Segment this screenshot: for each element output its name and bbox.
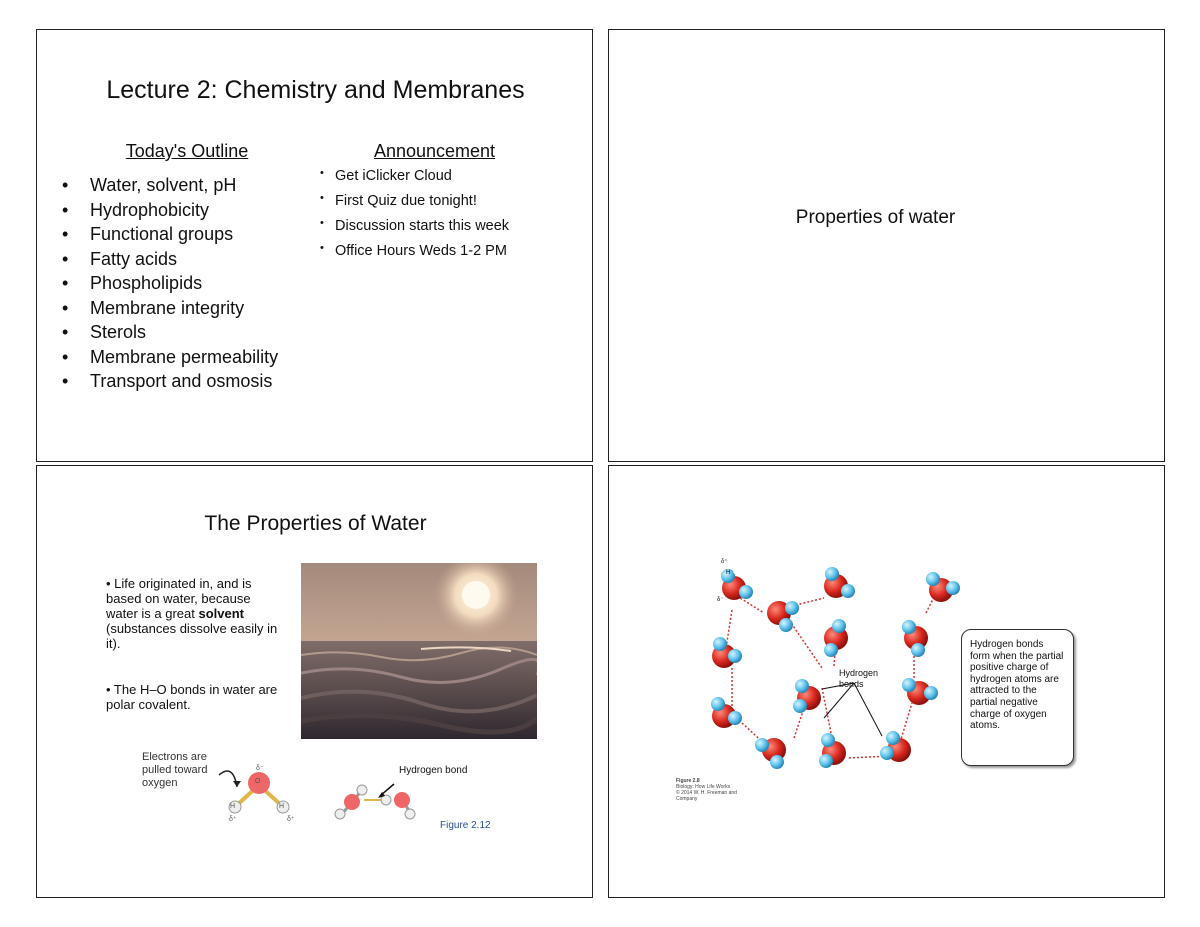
- bullet-polar-covalent: • The H–O bonds in water are polar covalent.: [106, 682, 278, 712]
- ocean-sunset-photo: [301, 563, 537, 739]
- outline-heading: Today's Outline: [125, 141, 249, 161]
- water-molecules: [711, 567, 960, 769]
- figure-book: Biology: How Life Works: [676, 784, 731, 790]
- bullet-solvent: [106, 576, 284, 651]
- outline-item: • Sterols: [37, 320, 337, 345]
- bullet-text: (substances dissolve easily in it).: [106, 621, 278, 651]
- hydrogen-bond-caption: Hydrogen bond: [399, 765, 468, 776]
- outline-list: [37, 173, 337, 394]
- slide-hydrogen-bond-network: [608, 465, 1165, 898]
- delta-plus-label: δ⁺: [721, 559, 728, 565]
- figure-credit: [676, 778, 756, 802]
- figure-number: Figure 2.8: [676, 778, 700, 784]
- announcement-heading: Announcement: [373, 141, 496, 161]
- slide-the-properties-of-water: [36, 465, 593, 898]
- hydrogen-bond-callout: Hydrogen bonds form when the partial positive charge of hydrogen atoms are attracted to the partial negative charge of oxygen atoms.: [961, 629, 1074, 766]
- oxygen-atom-label: O: [255, 778, 261, 785]
- outline-item: • Water, solvent, pH: [37, 173, 337, 198]
- bullet-bold-term: solvent: [198, 606, 245, 621]
- hydrogen-atom-label: H: [230, 803, 236, 810]
- outline-item: • Phospholipids: [37, 271, 337, 296]
- announcement-list: [316, 164, 576, 264]
- hydrogen-atom-label: H: [726, 570, 731, 576]
- delta-minus-label: δ⁻: [717, 597, 724, 603]
- outline-item: • Functional groups: [37, 222, 337, 247]
- outline-item: • Membrane permeability: [37, 345, 337, 370]
- delta-minus-label: δ⁻: [256, 765, 264, 772]
- slide-properties-of-water: [608, 29, 1165, 462]
- announcement-item: • Get iClicker Cloud: [316, 164, 576, 189]
- hydrogen-atom-label: H: [279, 803, 285, 810]
- delta-plus-label: δ⁺: [287, 816, 295, 823]
- announcement-item: • First Quiz due tonight!: [316, 189, 576, 214]
- announcement-item: • Office Hours Weds 1-2 PM: [316, 239, 576, 264]
- outline-item: • Fatty acids: [37, 247, 337, 272]
- electrons-caption: Electrons are pulled toward oxygen: [142, 751, 208, 789]
- slide-lecture-title: [36, 29, 593, 462]
- slide-title: The Properties of Water: [204, 512, 427, 535]
- oxygen-atom-label: O: [733, 570, 738, 576]
- figure-number: Figure 2.12: [440, 820, 491, 831]
- slide-title: Properties of water: [795, 207, 956, 228]
- figure-copyright: © 2014 W. H. Freeman and Company: [676, 790, 737, 802]
- hydrogen-bond-diagram: [332, 782, 427, 822]
- outline-item: • Hydrophobicity: [37, 198, 337, 223]
- bullet-text: • Life originated in, and is based on water, because water is a great: [106, 576, 252, 621]
- curved-arrow-icon: [219, 771, 237, 787]
- outline-item: • Transport and osmosis: [37, 369, 337, 394]
- delta-plus-label: δ⁺: [229, 816, 237, 823]
- outline-item: • Membrane integrity: [37, 296, 337, 321]
- hydrogen-bonds-label: Hydrogen bonds: [839, 668, 879, 689]
- announcement-item: • Discussion starts this week: [316, 214, 576, 239]
- slide-title: Lecture 2: Chemistry and Membranes: [106, 76, 525, 104]
